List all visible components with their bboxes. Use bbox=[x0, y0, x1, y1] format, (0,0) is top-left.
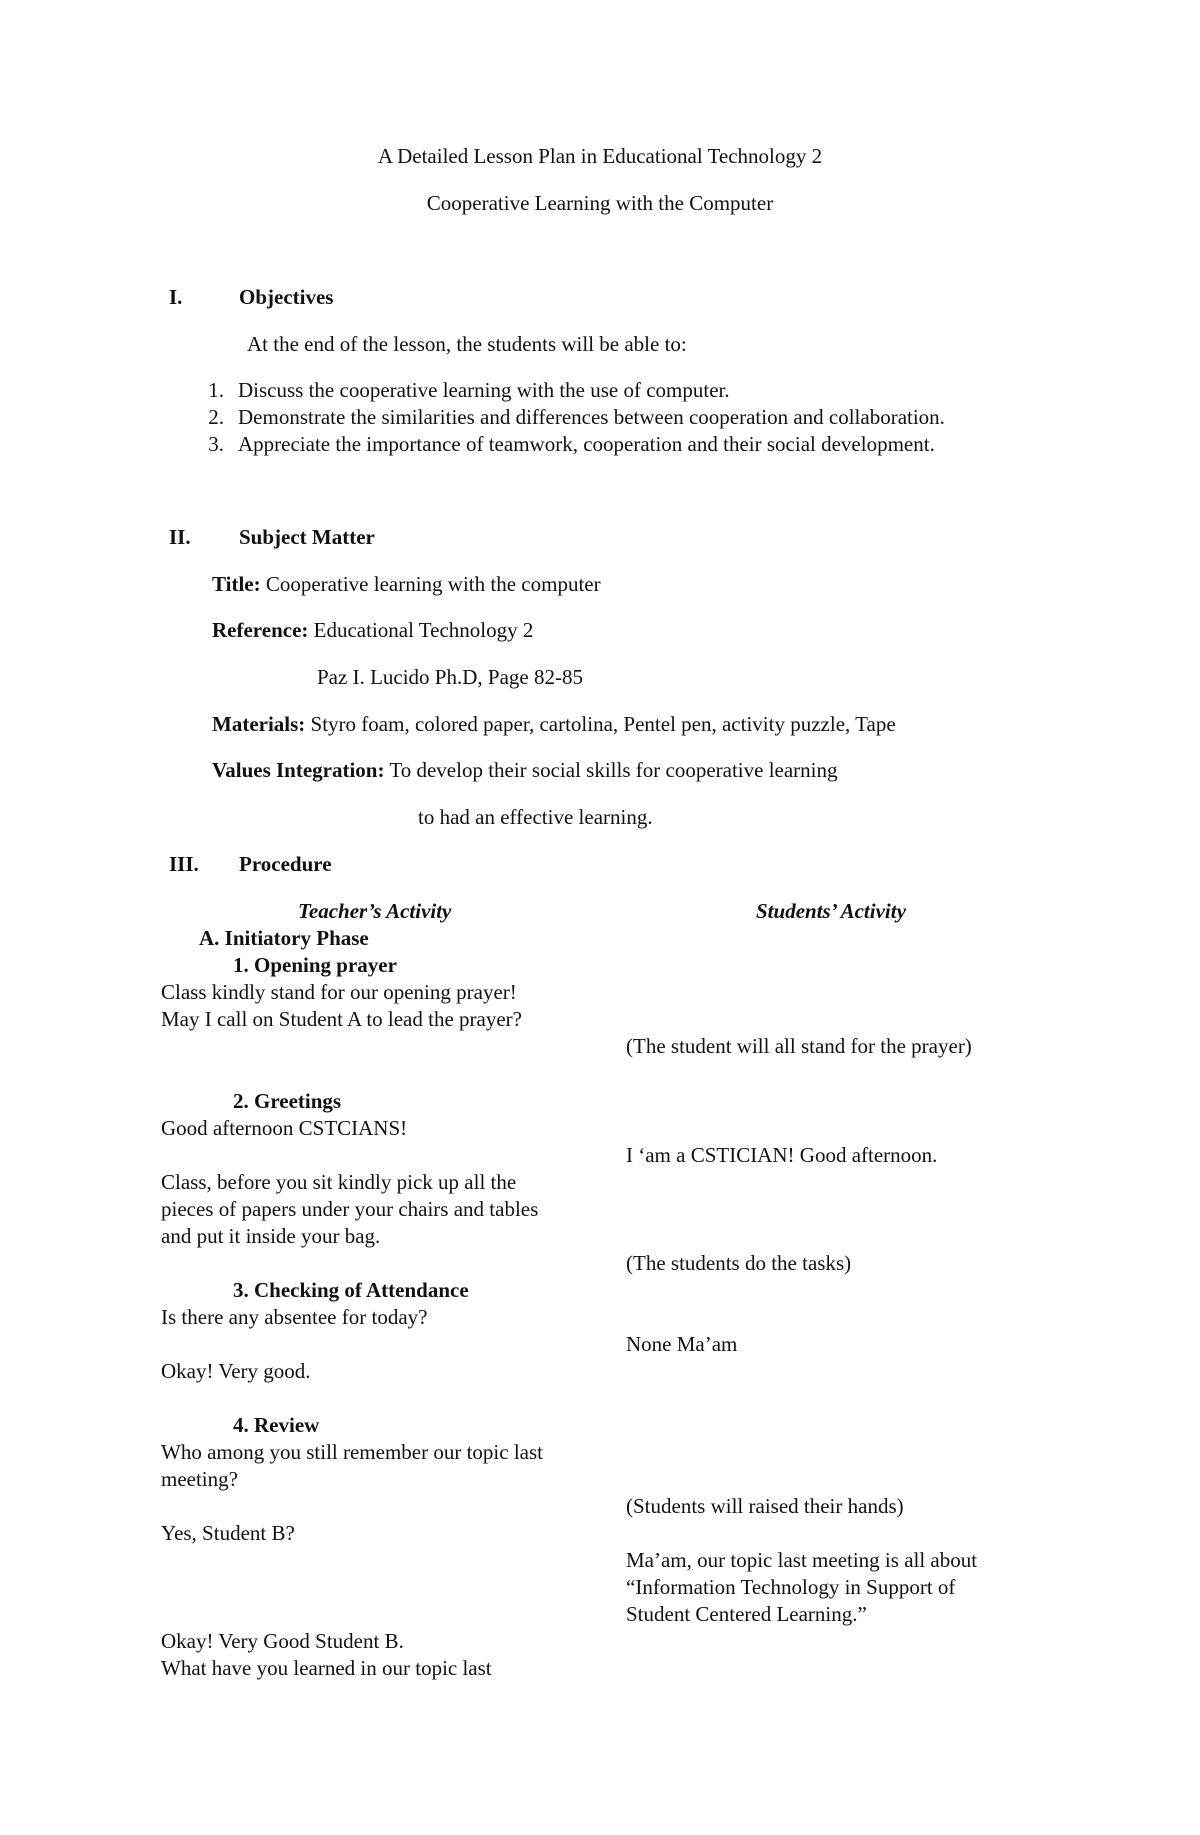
title-label: Title: bbox=[212, 572, 261, 596]
objectives-heading: Objectives bbox=[239, 285, 334, 309]
attendance-heading: 3. Checking of Attendance bbox=[233, 1278, 469, 1302]
teacher-line: What have you learned in our topic last bbox=[161, 1656, 492, 1680]
procedure-heading: Procedure bbox=[239, 852, 332, 876]
teacher-line: Okay! Very good. bbox=[161, 1359, 311, 1383]
objective-number: 3. bbox=[208, 432, 224, 456]
teacher-line: Who among you still remember our topic last bbox=[161, 1440, 543, 1464]
subject-matter-numeral: II. bbox=[169, 525, 191, 549]
teacher-line: Class kindly stand for our opening prayer! bbox=[161, 980, 517, 1004]
review-heading: 4. Review bbox=[233, 1413, 320, 1437]
teacher-line: May I call on Student A to lead the prayer? bbox=[161, 1007, 522, 1031]
procedure-numeral: III. bbox=[169, 852, 199, 876]
teacher-line: Good afternoon CSTCIANS! bbox=[161, 1116, 408, 1140]
teacher-line: Is there any absentee for today? bbox=[161, 1305, 428, 1329]
objective-item bbox=[200, 377, 730, 404]
reference-label: Reference: bbox=[212, 618, 309, 642]
teacher-line: meeting? bbox=[161, 1467, 238, 1491]
student-line: “Information Technology in Support of bbox=[626, 1575, 956, 1599]
document-title: A Detailed Lesson Plan in Educational Technology 2 bbox=[377, 144, 823, 168]
teacher-line: Okay! Very Good Student B. bbox=[161, 1629, 404, 1653]
student-line: None Ma’am bbox=[626, 1332, 738, 1356]
objective-item bbox=[200, 431, 935, 458]
objectives-intro: At the end of the lesson, the students will be able to: bbox=[247, 332, 687, 356]
reference-author: Paz I. Lucido Ph.D, Page 82-85 bbox=[317, 665, 583, 689]
values-label: Values Integration: bbox=[212, 758, 385, 782]
materials-value: Styro foam, colored paper, cartolina, Pentel pen, activity puzzle, Tape bbox=[305, 712, 896, 736]
objective-number: 2. bbox=[208, 405, 224, 429]
student-line: I ‘am a CSTICIAN! Good afternoon. bbox=[626, 1143, 938, 1167]
objective-item bbox=[200, 404, 945, 431]
teacher-line: Yes, Student B? bbox=[161, 1521, 295, 1545]
reference-value: Educational Technology 2 bbox=[308, 618, 534, 642]
students-activity-header: Students’ Activity bbox=[756, 899, 906, 923]
opening-prayer-heading: 1. Opening prayer bbox=[233, 953, 397, 977]
objective-text: Demonstrate the similarities and differences between cooperation and collaboration. bbox=[238, 405, 945, 429]
materials-line bbox=[212, 711, 896, 738]
reference-line bbox=[212, 617, 533, 644]
initiatory-phase-heading: A. Initiatory Phase bbox=[199, 926, 369, 950]
student-line: Student Centered Learning.” bbox=[626, 1602, 867, 1626]
values-line bbox=[212, 757, 838, 784]
student-line: Ma’am, our topic last meeting is all about bbox=[626, 1548, 978, 1572]
teacher-line: and put it inside your bag. bbox=[161, 1224, 381, 1248]
title-value: Cooperative learning with the computer bbox=[260, 572, 601, 596]
objective-number: 1. bbox=[208, 378, 224, 402]
student-line: (Students will raised their hands) bbox=[626, 1494, 904, 1518]
title-line bbox=[212, 571, 601, 598]
teacher-line: Class, before you sit kindly pick up all the bbox=[161, 1170, 517, 1194]
objective-text: Discuss the cooperative learning with the use of computer. bbox=[238, 378, 730, 402]
objectives-numeral: I. bbox=[169, 285, 183, 309]
student-line: (The student will all stand for the prayer) bbox=[626, 1034, 972, 1058]
teacher-activity-header: Teacher’s Activity bbox=[298, 899, 452, 923]
subject-matter-heading: Subject Matter bbox=[239, 525, 375, 549]
teacher-line: pieces of papers under your chairs and tables bbox=[161, 1197, 539, 1221]
values-continuation: to had an effective learning. bbox=[418, 805, 653, 829]
objective-text: Appreciate the importance of teamwork, cooperation and their social development. bbox=[238, 432, 935, 456]
greetings-heading: 2. Greetings bbox=[233, 1089, 342, 1113]
values-value: To develop their social skills for cooperative learning bbox=[384, 758, 838, 782]
student-line: (The students do the tasks) bbox=[626, 1251, 852, 1275]
document-subtitle: Cooperative Learning with the Computer bbox=[426, 191, 774, 215]
materials-label: Materials: bbox=[212, 712, 306, 736]
